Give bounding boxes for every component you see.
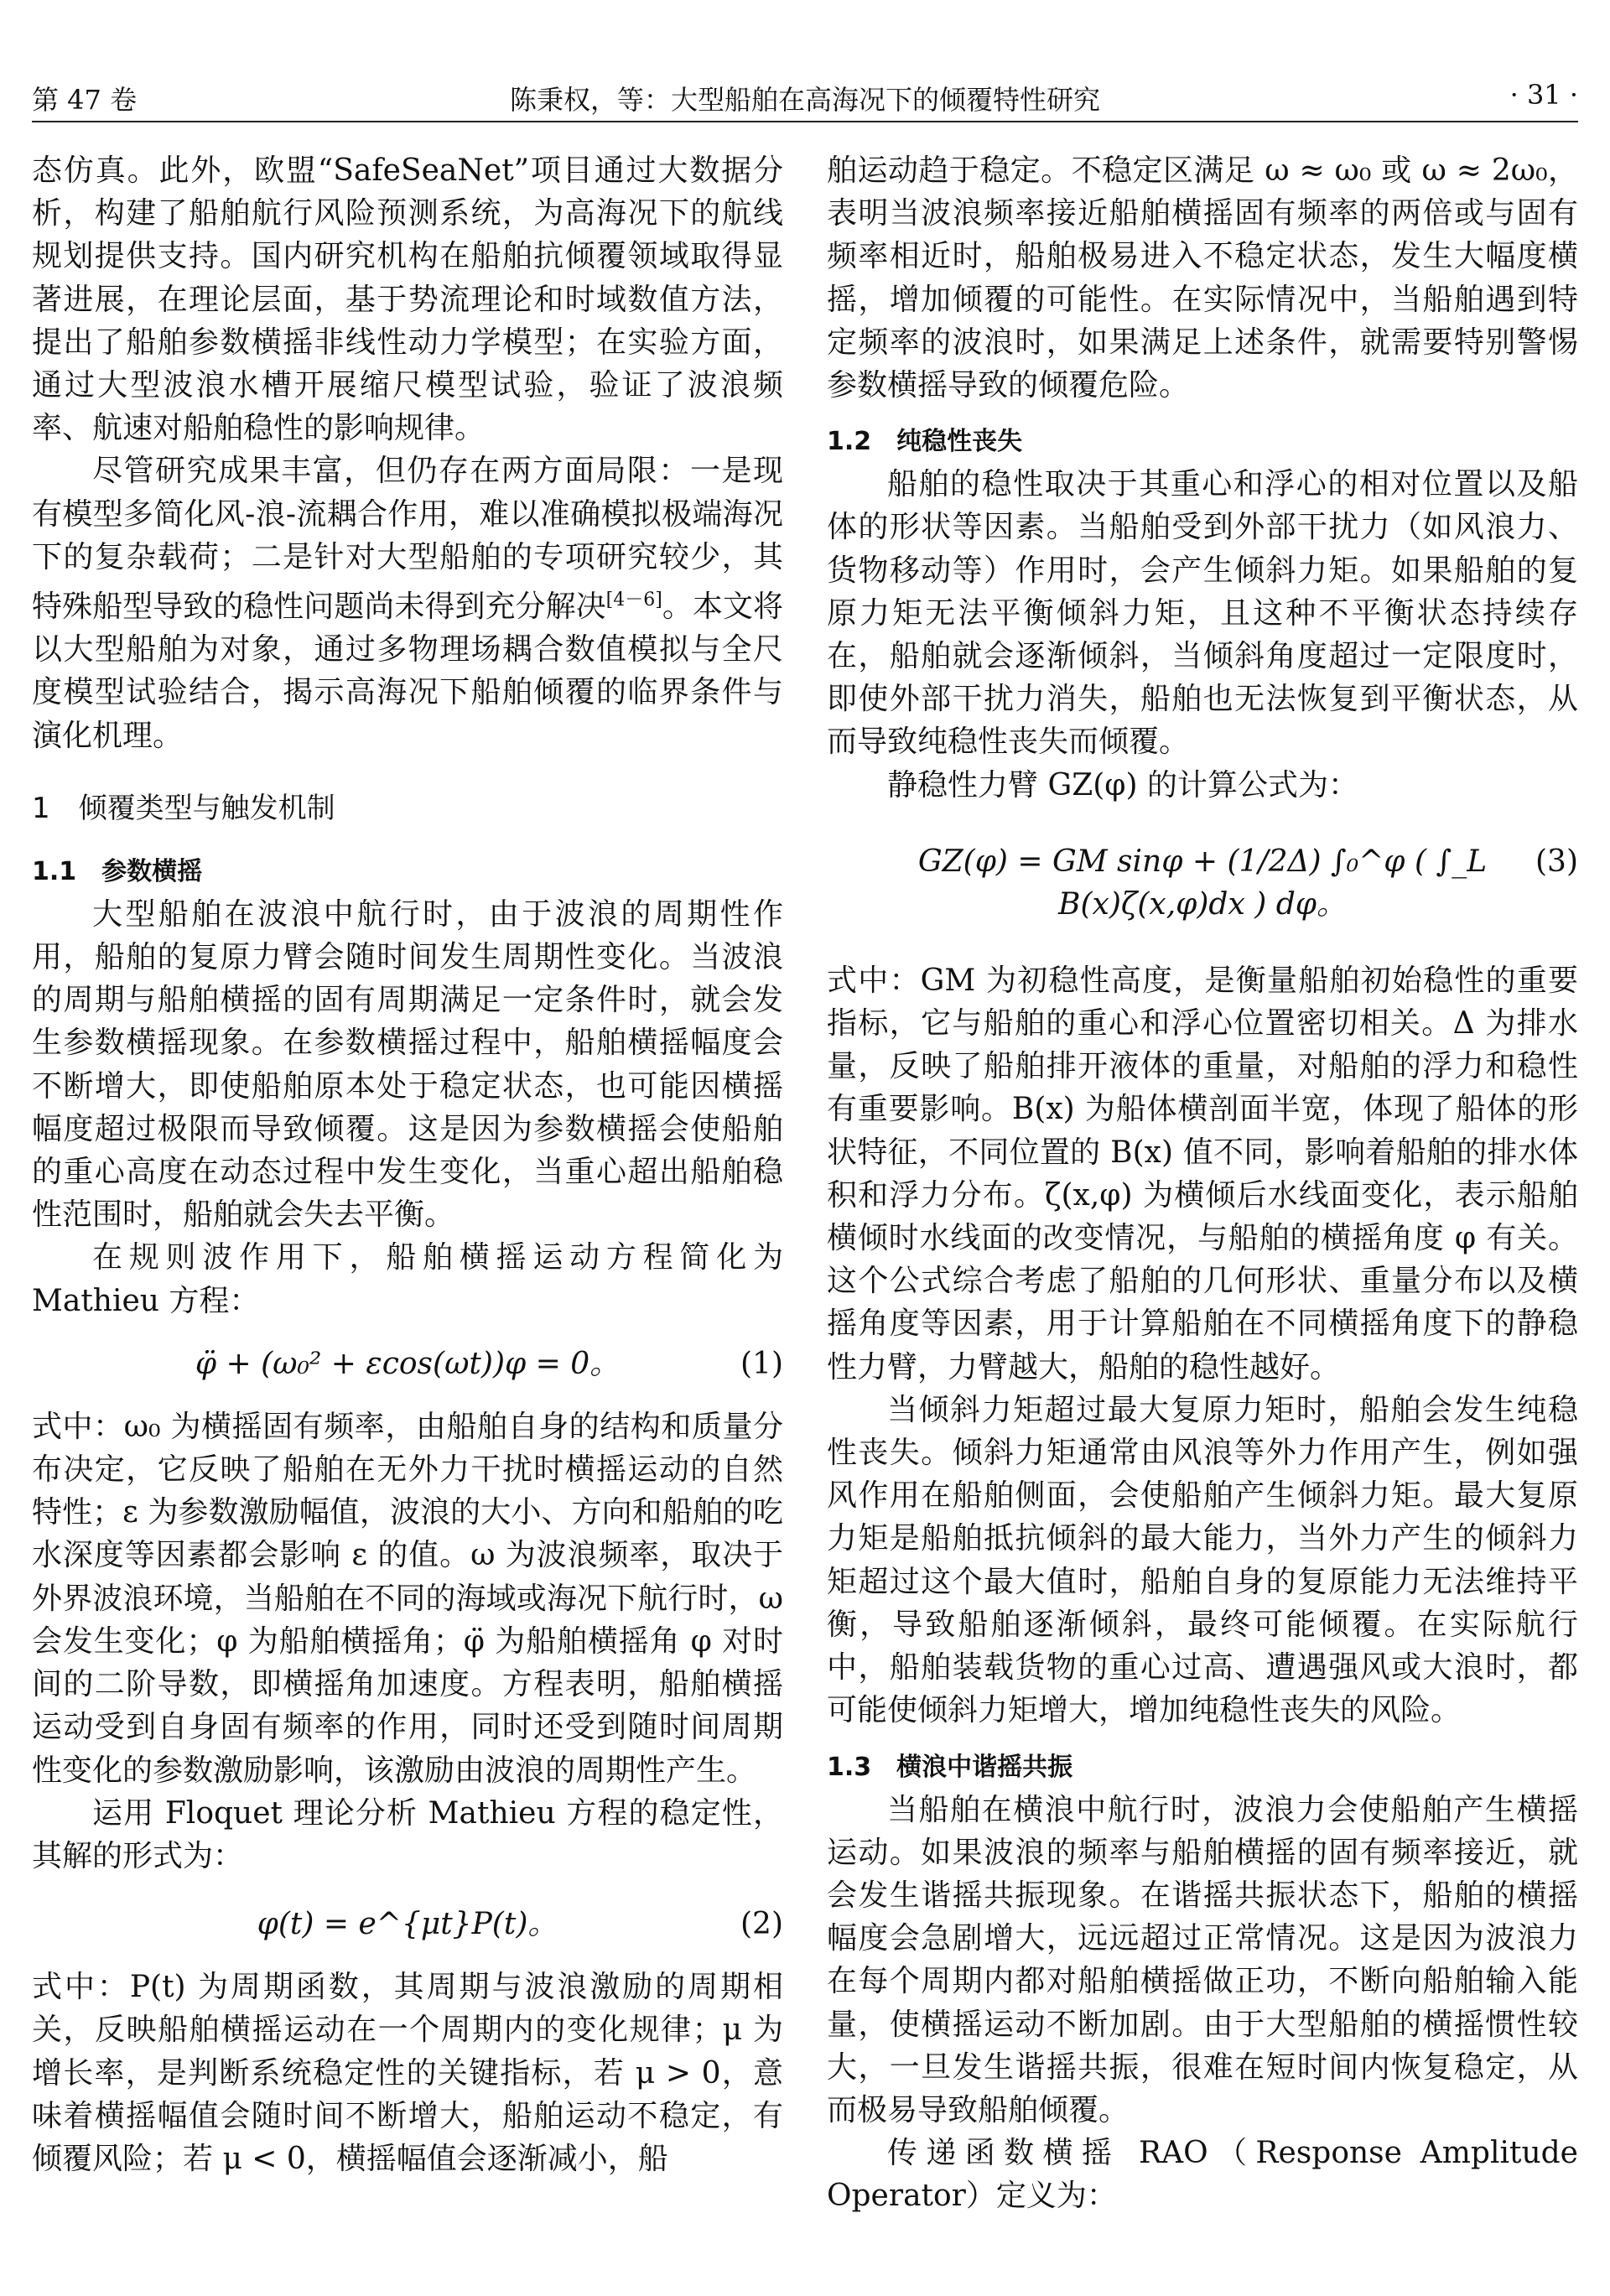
paragraph: 式中：P(t) 为周期函数，其周期与波浪激励的周期相关，反映船舶横摇运动在一个周期内的变化规律；μ 为增长率，是判断系统稳定性的关键指标，若 μ > 0，意味着横摇幅值会随时间不断增大，船舶运动不稳定，有倾覆风险；若 μ < 0，横摇幅值会逐渐减小，船: [32, 1970, 783, 2176]
paragraph: 在规则波作用下，船舶横摇运动方程简化为 Mathieu 方程：: [32, 1240, 783, 1318]
equation-number: (2): [740, 1907, 783, 1942]
paragraph: 舶运动趋于稳定。不稳定区满足 ω ≈ ω₀ 或 ω ≈ 2ω₀，表明当波浪频率接近船舶横摇固有频率的两倍或与固有频率相近时，船舶极易进入不稳定状态，发生大幅度横摇，增加倾覆的可能性。在实际情况中，当船舶遇到特定频率的波浪时，如果满足上述条件，就需要特别警惕参数横摇导致的倾覆危险。: [827, 153, 1578, 403]
paragraph: 当船舶在横浪中航行时，波浪力会使船舶产生横摇运动。如果波浪的频率与船舶横摇的固有频率接近，就会发生谐摇共振现象。在谐摇共振状态下，船舶的横摇幅度会急剧增大，远远超过正常情况。这是因为波浪力在每个周期内都对船舶横摇做正功，不断向船舶输入能量，使横摇运动不断加剧。由于大型船舶的横摇惯性较大，一旦发生谐摇共振，很难在短时间内恢复稳定，从而极易导致船舶倾覆。: [827, 1792, 1578, 2127]
equation-3: GZ(φ) = GM sinφ + (1/2Δ) ∫₀^φ ( ∫_L B(x)ζ(x,φ)dx ) dφ。 (3): [827, 840, 1578, 926]
section-heading: 1 倾覆类型与触发机制: [32, 791, 335, 825]
citation: [4－6]: [605, 590, 662, 611]
paragraph: 传递函数横摇 RAO（Response Amplitude Operator）定义为：: [827, 2136, 1578, 2214]
paragraph: 当倾斜力矩超过最大复原力矩时，船舶会发生纯稳性丧失。倾斜力矩通常由风浪等外力作用产生，例如强风作用在船舶侧面，会使船舶产生倾斜力矩。最大复原力矩是船舶抵抗倾斜的最大能力，当外力产生的倾斜力矩超过这个最大值时，船舶自身的复原能力无法维持平衡，导致船舶逐渐倾斜，最终可能倾覆。在实际航行中，船舶装载货物的重心过高、遭遇强风或大浪时，都可能使倾斜力矩增大，增加纯稳性丧失的风险。: [827, 1392, 1578, 1728]
paragraph: 式中：GM 为初稳性高度，是衡量船舶初始稳性的重要指标，它与船舶的重心和浮心位置密切相关。Δ 为排水量，反映了船舶排开液体的重量，对船舶的浮力和稳性有重要影响。B(x) 为船体横剖面半宽，体现了船体的形状特征，不同位置的 B(x) 值不同，影响着船舶的排水体积和浮力分布。ζ(x,φ) 为横倾后水线面变化，表示船舶横倾时水线面的改变情况，与船舶的横摇角度 φ 有关。这个公式综合考虑了船舶的几何形状、重量分布以及横摇角度等因素，用于计算船舶在不同横摇角度下的静稳性力臂，力臂越大，船舶的稳性越好。: [827, 963, 1578, 1384]
volume-label: 第 47 卷: [32, 84, 138, 116]
running-header: [32, 70, 1578, 122]
equation-1: φ̈ + (ω₀² + εcos(ωt))φ = 0。 (1): [32, 1343, 783, 1385]
paragraph: 运用 Floquet 理论分析 Mathieu 方程的稳定性，其解的形式为：: [32, 1795, 783, 1873]
paragraph: 态仿真。此外，欧盟“SafeSeaNet”项目通过大数据分析，构建了船舶航行风险预测系统，为高海况下的航线规划提供支持。国内研究机构在船舶抗倾覆领域取得显著进展，在理论层面，基于势流理论和时域数值方法，提出了船舶参数横摇非线性动力学模型；在实验方面，通过大型波浪水槽开展缩尺模型试验，验证了波浪频率、航速对船舶稳性的影响规律。: [32, 153, 783, 446]
paragraph: 式中：ω₀ 为横摇固有频率，由船舶自身的结构和质量分布决定，它反映了船舶在无外力干扰时横摇运动的自然特性；ε 为参数激励幅值，波浪的大小、方向和船舶的吃水深度等因素都会影响 ε 的值。ω 为波浪频率，取决于外界波浪环境，当船舶在不同的海域或海况下航行时，ω 会发生变化；φ 为船舶横摇角；φ̈ 为船舶横摇角 φ 对时间的二阶导数，即横摇角加速度。方程表明，船舶横摇运动受到自身固有频率的作用，同时还受到随时间周期性变化的参数激励影响，该激励由波浪的周期性产生。: [32, 1409, 783, 1788]
paragraph: 船舶的稳性取决于其重心和浮心的相对位置以及船体的形状等因素。当船舶受到外部干扰力（如风浪力、货物移动等）作用时，会产生倾斜力矩。如果船舶的复原力矩无法平衡倾斜力矩，且这种不平衡状态持续存在，船舶就会逐渐倾斜，当倾斜角度超过一定限度时，即使外部干扰力消失，船舶也无法恢复到平衡状态，从而导致纯稳性丧失而倾覆。: [827, 467, 1578, 760]
equation-number: (1): [740, 1346, 783, 1381]
right-column: [827, 149, 1578, 2218]
equation-number: (3): [1535, 844, 1578, 879]
page-number: · 31 ·: [1509, 79, 1578, 111]
left-column: [32, 149, 783, 2180]
subsection-heading: 1.2 纯稳性丧失: [827, 427, 1023, 457]
paragraph: 静稳性力臂 GZ(φ) 的计算公式为：: [887, 767, 1358, 803]
subsection-heading: 1.1 参数横摇: [32, 856, 203, 886]
equation-2: φ(t) = e^{μt}P(t)。 (2): [32, 1903, 783, 1945]
subsection-heading: 1.3 横浪中谐摇共振: [827, 1752, 1073, 1782]
paragraph: 尽管研究成果丰富，但仍存在两方面局限：一是现有模型多简化风-浪-流耦合作用，难以准确模拟极端海况下的复杂载荷；二是针对大型船舶的专项研究较少，其特殊船型导致的稳性问题尚未得到充分解决[4－6]。本文将以大型船舶为对象，通过多物理场耦合数值模拟与全尺度模型试验结合，揭示高海况下船舶倾覆的临界条件与演化机理。: [32, 454, 783, 753]
paragraph: 大型船舶在波浪中航行时，由于波浪的周期性作用，船舶的复原力臂会随时间发生周期性变化。当波浪的周期与船舶横摇的固有周期满足一定条件时，就会发生参数横摇现象。在参数横摇过程中，船舶横摇幅度会不断增大，即使船舶原本处于稳定状态，也可能因横摇幅度超过极限而导致倾覆。这是因为参数横摇会使船舶的重心高度在动态过程中发生变化，当重心超出船舶稳性范围时，船舶就会失去平衡。: [32, 896, 783, 1233]
running-title: 陈秉权，等：大型船舶在高海况下的倾覆特性研究: [509, 84, 1100, 116]
